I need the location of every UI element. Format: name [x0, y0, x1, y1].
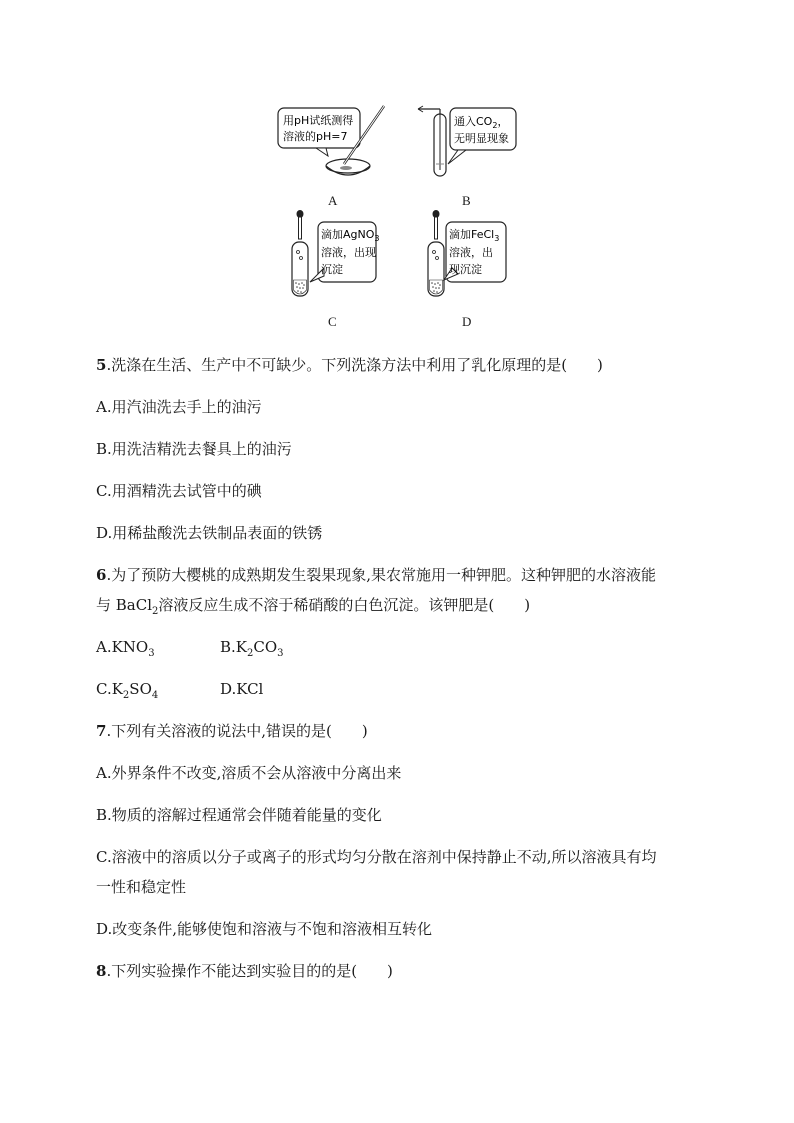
question-6-text-line2-pre: 与 BaCl — [96, 596, 153, 614]
question-7-option-d: D.改变条件,能够使饱和溶液与不饱和溶液相互转化 — [96, 920, 433, 938]
figure-a-line1: 用pH试纸测得 — [283, 114, 354, 127]
figure-c-line1: 滴加AgNO — [321, 228, 375, 241]
figure-a — [276, 104, 396, 184]
figure-c-line1-sub: 3 — [374, 234, 380, 243]
question-6-option-b-text: B.K — [220, 638, 247, 656]
figure-c-line3: 沉淀 — [321, 263, 343, 276]
question-6-option-c-sub1: 2 — [122, 690, 130, 701]
figure-b-line1-post: ， — [497, 115, 509, 128]
question-6-text-line2-post: 溶液反应生成不溶于稀硝酸的白色沉淀。该钾肥是( ) — [158, 596, 531, 614]
question-6-option-c-text: C.K — [96, 680, 123, 698]
question-5-option-c: C.用酒精洗去试管中的碘 — [96, 482, 262, 500]
figure-b-caption: B — [462, 193, 471, 208]
question-7-option-a: A.外界条件不改变,溶质不会从溶液中分离出来 — [96, 764, 402, 782]
question-7-number: 7 — [96, 722, 107, 740]
question-6-number: 6 — [96, 566, 107, 584]
figure-c-drawing — [288, 208, 378, 298]
question-5-number: 5 — [96, 356, 107, 374]
question-5-option-a: A.用汽油洗去手上的油污 — [96, 398, 262, 416]
question-6-option-b-sub1: 2 — [247, 648, 254, 659]
figure-d-line2: 溶液，出 — [449, 246, 493, 259]
svg-text:通入CO2， — [454, 114, 508, 130]
question-7-option-c-line1: C.溶液中的溶质以分子或离子的形式均匀分散在溶剂中保持静止不动,所以溶液具有均 — [96, 848, 657, 866]
question-6-option-a-sub: 3 — [148, 648, 155, 659]
figure-a-caption: A — [328, 193, 338, 208]
question-5-stem — [96, 354, 603, 376]
question-6-option-b-sub2: 3 — [277, 648, 284, 659]
figure-b-line1: 通入CO — [454, 115, 493, 128]
svg-text:滴加AgNO3 — [321, 227, 380, 243]
figure-c-line2: 溶液，出现 — [321, 246, 376, 259]
figure-a-drawing — [276, 104, 396, 184]
question-7-text: .下列有关溶液的说法中,错误的是( ) — [106, 722, 368, 740]
question-6-option-a-text: A.KNO — [96, 638, 149, 656]
question-8-stem — [96, 960, 393, 982]
question-6-option-b — [220, 636, 284, 665]
question-5-option-d: D.用稀盐酸洗去铁制品表面的铁锈 — [96, 524, 323, 542]
figure-c-caption: C — [328, 314, 337, 329]
question-6-option-a — [96, 636, 155, 665]
question-6-option-c — [96, 678, 158, 707]
figure-b-line2: 无明显现象 — [454, 132, 509, 145]
figure-a-line2: 溶液的pH=7 — [283, 130, 348, 143]
question-6-stem-line1 — [96, 564, 656, 586]
figure-b-drawing — [414, 104, 524, 184]
question-5-text: .洗涤在生活、生产中不可缺少。下列洗涤方法中利用了乳化原理的是( ) — [106, 356, 603, 374]
question-6-option-c-mid: SO — [129, 680, 152, 698]
question-7-option-b: B.物质的溶解过程通常会伴随着能量的变化 — [96, 806, 382, 824]
question-6-stem-line2 — [96, 594, 530, 623]
question-5-option-b: B.用洗洁精洗去餐具上的油污 — [96, 440, 292, 458]
question-8-text: .下列实验操作不能达到实验目的的是( ) — [106, 962, 393, 980]
figure-b-line1-sub: 2 — [492, 121, 498, 130]
question-6-option-d: D.KCl — [220, 680, 264, 698]
figure-d-line3: 现沉淀 — [449, 263, 482, 276]
figure-c — [288, 208, 378, 298]
figure-d-drawing — [424, 208, 514, 298]
figure-d — [424, 208, 514, 298]
figure-d-line1-sub: 3 — [494, 234, 500, 243]
figure-d-line1: 滴加FeCl — [449, 228, 495, 241]
figure-b — [414, 104, 524, 184]
question-6-text-line1: .为了预防大樱桃的成熟期发生裂果现象,果农常施用一种钾肥。这种钾肥的水溶液能 — [106, 566, 656, 584]
figure-d-caption: D — [462, 314, 472, 329]
question-6-text-line2-sub: 2 — [152, 606, 159, 617]
question-6-option-b-mid: CO — [253, 638, 278, 656]
question-7-option-c-line2: 一性和稳定性 — [96, 878, 187, 896]
question-8-number: 8 — [96, 962, 107, 980]
question-7-stem — [96, 720, 368, 742]
question-6-option-c-sub2: 4 — [151, 690, 159, 701]
svg-text:滴加FeCl3 — [449, 227, 499, 243]
